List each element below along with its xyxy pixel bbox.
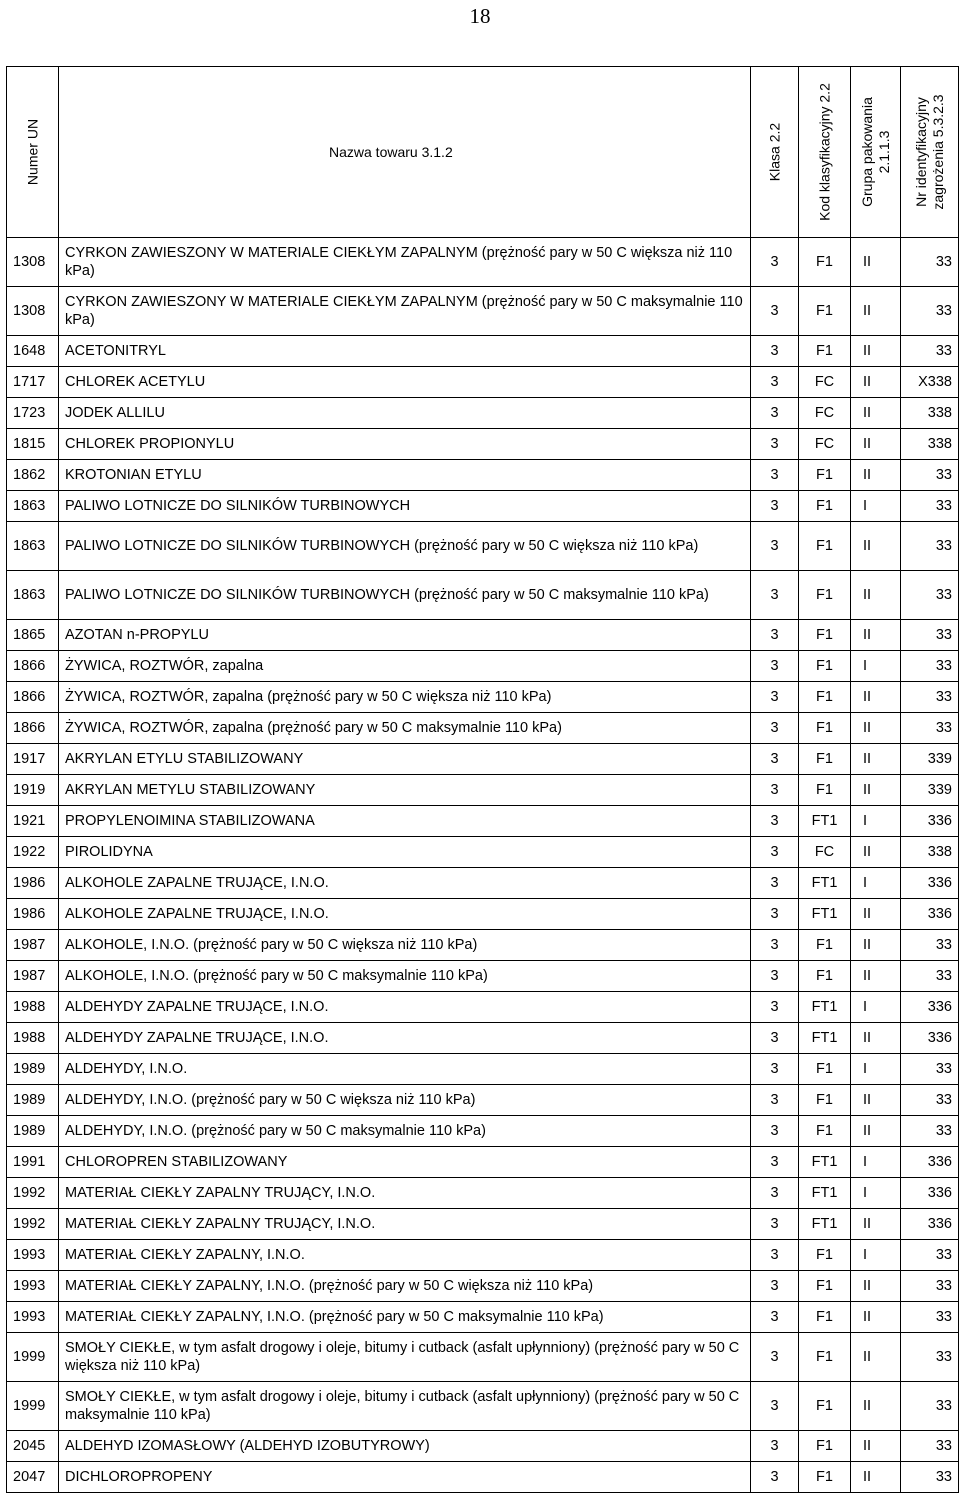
cell-un-number: 2045 [7, 1431, 59, 1462]
table-row [7, 868, 959, 899]
cell-code: F1 [799, 336, 851, 367]
cell-code: FC [799, 398, 851, 429]
cell-un-number: 1717 [7, 367, 59, 398]
cell-packing-group: II [851, 1116, 901, 1147]
cell-hazard-number: 336 [901, 1209, 959, 1240]
cell-un-number: 1992 [7, 1209, 59, 1240]
cell-code: F1 [799, 1302, 851, 1333]
cell-name: AKRYLAN METYLU STABILIZOWANY [59, 775, 751, 806]
cell-class: 3 [751, 1116, 799, 1147]
cell-packing-group: II [851, 1431, 901, 1462]
cell-class: 3 [751, 713, 799, 744]
cell-class: 3 [751, 1382, 799, 1431]
cell-code: FT1 [799, 992, 851, 1023]
cell-un-number: 1866 [7, 682, 59, 713]
cell-class: 3 [751, 1271, 799, 1302]
cell-code: F1 [799, 1333, 851, 1382]
cell-packing-group: I [851, 1147, 901, 1178]
table-row [7, 899, 959, 930]
cell-hazard-number: 33 [901, 522, 959, 571]
cell-packing-group: I [851, 491, 901, 522]
cell-hazard-number: 33 [901, 238, 959, 287]
cell-un-number: 1987 [7, 961, 59, 992]
cell-hazard-number: 33 [901, 1271, 959, 1302]
cell-code: F1 [799, 713, 851, 744]
cell-hazard-number: X338 [901, 367, 959, 398]
cell-packing-group: I [851, 651, 901, 682]
cell-un-number: 1986 [7, 868, 59, 899]
cell-un-number: 1308 [7, 238, 59, 287]
table-row [7, 429, 959, 460]
header-group [851, 67, 901, 238]
cell-name: ALDEHYDY ZAPALNE TRUJĄCE, I.N.O. [59, 992, 751, 1023]
cell-packing-group: II [851, 398, 901, 429]
cell-un-number: 1866 [7, 651, 59, 682]
header-hazard [901, 67, 959, 238]
cell-packing-group: II [851, 713, 901, 744]
cell-packing-group: II [851, 744, 901, 775]
cell-name: ŻYWICA, ROZTWÓR, zapalna [59, 651, 751, 682]
page-number: 18 [469, 4, 491, 28]
cell-packing-group: I [851, 992, 901, 1023]
cell-code: F1 [799, 620, 851, 651]
cell-code: F1 [799, 1431, 851, 1462]
table-row [7, 1271, 959, 1302]
cell-code: F1 [799, 1382, 851, 1431]
cell-name: ALDEHYDY ZAPALNE TRUJĄCE, I.N.O. [59, 1023, 751, 1054]
table-row [7, 1116, 959, 1147]
cell-code: F1 [799, 1462, 851, 1493]
cell-hazard-number: 33 [901, 961, 959, 992]
cell-class: 3 [751, 571, 799, 620]
cell-packing-group: I [851, 1240, 901, 1271]
cell-name: CYRKON ZAWIESZONY W MATERIALE CIEKŁYM ZAPALNYM (prężność pary w 50 C większa niż 110 kPa) [59, 238, 751, 287]
cell-code: F1 [799, 651, 851, 682]
cell-name: ŻYWICA, ROZTWÓR, zapalna (prężność pary w 50 C maksymalnie 110 kPa) [59, 713, 751, 744]
cell-packing-group: II [851, 1023, 901, 1054]
cell-un-number: 1308 [7, 287, 59, 336]
cell-hazard-number: 336 [901, 1023, 959, 1054]
cell-hazard-number: 33 [901, 1116, 959, 1147]
table-row [7, 1209, 959, 1240]
cell-name: PALIWO LOTNICZE DO SILNIKÓW TURBINOWYCH (prężność pary w 50 C większa niż 110 kPa) [59, 522, 751, 571]
cell-packing-group: II [851, 682, 901, 713]
cell-class: 3 [751, 775, 799, 806]
cell-class: 3 [751, 1431, 799, 1462]
cell-class: 3 [751, 1462, 799, 1493]
cell-packing-group: II [851, 460, 901, 491]
cell-code: FC [799, 837, 851, 868]
cell-code: F1 [799, 1116, 851, 1147]
cell-class: 3 [751, 1178, 799, 1209]
cell-class: 3 [751, 1054, 799, 1085]
cell-name: ŻYWICA, ROZTWÓR, zapalna (prężność pary w 50 C większa niż 110 kPa) [59, 682, 751, 713]
cell-un-number: 1991 [7, 1147, 59, 1178]
table-row [7, 992, 959, 1023]
cell-un-number: 1989 [7, 1085, 59, 1116]
cell-packing-group: II [851, 429, 901, 460]
cell-code: F1 [799, 775, 851, 806]
table-row [7, 620, 959, 651]
cell-hazard-number: 338 [901, 398, 959, 429]
cell-un-number: 1815 [7, 429, 59, 460]
cell-name: MATERIAŁ CIEKŁY ZAPALNY TRUJĄCY, I.N.O. [59, 1178, 751, 1209]
cell-un-number: 1865 [7, 620, 59, 651]
cell-class: 3 [751, 1333, 799, 1382]
cell-name: PIROLIDYNA [59, 837, 751, 868]
cell-packing-group: II [851, 1462, 901, 1493]
cell-code: F1 [799, 460, 851, 491]
table-body [7, 238, 959, 1493]
table-row [7, 398, 959, 429]
cell-un-number: 1989 [7, 1054, 59, 1085]
table-row [7, 522, 959, 571]
cell-code: F1 [799, 744, 851, 775]
cell-class: 3 [751, 522, 799, 571]
cell-class: 3 [751, 837, 799, 868]
cell-un-number: 1863 [7, 522, 59, 571]
cell-packing-group: II [851, 961, 901, 992]
cell-class: 3 [751, 1240, 799, 1271]
cell-code: F1 [799, 491, 851, 522]
table-row [7, 1147, 959, 1178]
cell-code: FC [799, 429, 851, 460]
cell-packing-group: II [851, 837, 901, 868]
cell-hazard-number: 33 [901, 651, 959, 682]
table-row [7, 336, 959, 367]
cell-class: 3 [751, 1147, 799, 1178]
cell-class: 3 [751, 744, 799, 775]
cell-packing-group: II [851, 930, 901, 961]
cell-name: PALIWO LOTNICZE DO SILNIKÓW TURBINOWYCH (prężność pary w 50 C maksymalnie 110 kPa) [59, 571, 751, 620]
cell-hazard-number: 33 [901, 1382, 959, 1431]
cell-hazard-number: 33 [901, 1054, 959, 1085]
cell-packing-group: II [851, 1382, 901, 1431]
table-row [7, 651, 959, 682]
cell-hazard-number: 33 [901, 491, 959, 522]
cell-packing-group: II [851, 287, 901, 336]
cell-name: CHLOREK ACETYLU [59, 367, 751, 398]
cell-hazard-number: 336 [901, 899, 959, 930]
cell-name: DICHLOROPROPENY [59, 1462, 751, 1493]
cell-class: 3 [751, 398, 799, 429]
cell-hazard-number: 33 [901, 336, 959, 367]
cell-name: AZOTAN n-PROPYLU [59, 620, 751, 651]
cell-hazard-number: 336 [901, 868, 959, 899]
cell-class: 3 [751, 651, 799, 682]
cell-hazard-number: 339 [901, 744, 959, 775]
cell-un-number: 1648 [7, 336, 59, 367]
table-row [7, 1431, 959, 1462]
cell-un-number: 2047 [7, 1462, 59, 1493]
cell-packing-group: II [851, 238, 901, 287]
cell-hazard-number: 33 [901, 620, 959, 651]
cell-name: CHLOROPREN STABILIZOWANY [59, 1147, 751, 1178]
table-row [7, 460, 959, 491]
cell-hazard-number: 33 [901, 1240, 959, 1271]
cell-code: FT1 [799, 1178, 851, 1209]
header-class-label: Klasa 2.2 [766, 122, 782, 182]
cell-hazard-number: 338 [901, 837, 959, 868]
cell-packing-group: I [851, 868, 901, 899]
cell-un-number: 1988 [7, 992, 59, 1023]
cell-name: MATERIAŁ CIEKŁY ZAPALNY TRUJĄCY, I.N.O. [59, 1209, 751, 1240]
cell-name: SMOŁY CIEKŁE, w tym asfalt drogowy i oleje, bitumy i cutback (asfalt upłynniony) (prężność pary w 50 C większa niż 110 kPa) [59, 1333, 751, 1382]
table-row [7, 1302, 959, 1333]
cell-un-number: 1999 [7, 1382, 59, 1431]
dangerous-goods-table [6, 66, 959, 1493]
cell-packing-group: II [851, 367, 901, 398]
table-row [7, 1333, 959, 1382]
cell-un-number: 1863 [7, 571, 59, 620]
cell-class: 3 [751, 238, 799, 287]
cell-class: 3 [751, 682, 799, 713]
cell-name: MATERIAŁ CIEKŁY ZAPALNY, I.N.O. (prężność pary w 50 C maksymalnie 110 kPa) [59, 1302, 751, 1333]
cell-class: 3 [751, 287, 799, 336]
header-hazard-line1: Nr identyfikacyjny [912, 97, 929, 207]
table-row [7, 1023, 959, 1054]
table-row [7, 1178, 959, 1209]
table-row [7, 682, 959, 713]
header-name-label: Nazwa towaru 3.1.2 [329, 144, 453, 160]
cell-code: FC [799, 367, 851, 398]
table-row [7, 1382, 959, 1431]
table-row [7, 806, 959, 837]
cell-name: PALIWO LOTNICZE DO SILNIKÓW TURBINOWYCH [59, 491, 751, 522]
cell-hazard-number: 33 [901, 1085, 959, 1116]
cell-packing-group: II [851, 1333, 901, 1382]
cell-class: 3 [751, 1302, 799, 1333]
cell-hazard-number: 33 [901, 930, 959, 961]
header-name [59, 67, 751, 238]
cell-code: FT1 [799, 868, 851, 899]
cell-packing-group: II [851, 571, 901, 620]
cell-hazard-number: 33 [901, 1462, 959, 1493]
cell-name: SMOŁY CIEKŁE, w tym asfalt drogowy i oleje, bitumy i cutback (asfalt upłynniony) (prężność pary w 50 C maksymalnie 110 kPa) [59, 1382, 751, 1431]
cell-code: F1 [799, 1054, 851, 1085]
cell-un-number: 1999 [7, 1333, 59, 1382]
cell-class: 3 [751, 930, 799, 961]
cell-packing-group: II [851, 620, 901, 651]
cell-class: 3 [751, 336, 799, 367]
cell-hazard-number: 33 [901, 287, 959, 336]
cell-class: 3 [751, 491, 799, 522]
table-row [7, 571, 959, 620]
cell-name: ALDEHYD IZOMASŁOWY (ALDEHYD IZOBUTYROWY) [59, 1431, 751, 1462]
cell-un-number: 1993 [7, 1271, 59, 1302]
cell-packing-group: I [851, 1054, 901, 1085]
cell-name: AKRYLAN ETYLU STABILIZOWANY [59, 744, 751, 775]
cell-un-number: 1723 [7, 398, 59, 429]
cell-code: FT1 [799, 806, 851, 837]
cell-packing-group: II [851, 336, 901, 367]
cell-code: F1 [799, 238, 851, 287]
table-row [7, 713, 959, 744]
header-un [7, 67, 59, 238]
cell-code: F1 [799, 961, 851, 992]
cell-hazard-number: 338 [901, 429, 959, 460]
cell-hazard-number: 33 [901, 682, 959, 713]
cell-name: ACETONITRYL [59, 336, 751, 367]
cell-packing-group: II [851, 775, 901, 806]
cell-un-number: 1987 [7, 930, 59, 961]
table-row [7, 367, 959, 398]
cell-un-number: 1986 [7, 899, 59, 930]
cell-code: F1 [799, 682, 851, 713]
cell-un-number: 1989 [7, 1116, 59, 1147]
table-row [7, 238, 959, 287]
cell-class: 3 [751, 899, 799, 930]
cell-hazard-number: 33 [901, 1333, 959, 1382]
table-row [7, 744, 959, 775]
header-hazard-line2: zagrożenia 5.3.2.3 [929, 94, 946, 210]
cell-class: 3 [751, 1023, 799, 1054]
cell-hazard-number: 33 [901, 460, 959, 491]
header-group-line1: Grupa pakowania [858, 97, 875, 207]
cell-un-number: 1988 [7, 1023, 59, 1054]
cell-code: FT1 [799, 899, 851, 930]
cell-packing-group: I [851, 1178, 901, 1209]
cell-hazard-number: 336 [901, 1178, 959, 1209]
cell-code: FT1 [799, 1209, 851, 1240]
cell-code: FT1 [799, 1023, 851, 1054]
cell-code: F1 [799, 1271, 851, 1302]
cell-code: F1 [799, 522, 851, 571]
cell-packing-group: I [851, 806, 901, 837]
cell-packing-group: II [851, 522, 901, 571]
header-un-label: Numer UN [24, 118, 40, 186]
cell-un-number: 1922 [7, 837, 59, 868]
cell-class: 3 [751, 806, 799, 837]
cell-un-number: 1862 [7, 460, 59, 491]
cell-packing-group: II [851, 1209, 901, 1240]
cell-name: ALKOHOLE, I.N.O. (prężność pary w 50 C maksymalnie 110 kPa) [59, 961, 751, 992]
cell-class: 3 [751, 620, 799, 651]
table-row [7, 930, 959, 961]
header-class [751, 67, 799, 238]
table-row [7, 837, 959, 868]
header-hazard-label [913, 94, 947, 209]
cell-code: F1 [799, 287, 851, 336]
header-group-label [859, 97, 893, 207]
cell-name: ALKOHOLE ZAPALNE TRUJĄCE, I.N.O. [59, 868, 751, 899]
header-code-label: Kod klasyfikacyjny 2.2 [816, 83, 832, 221]
header-group-line2: 2.1.1.3 [875, 130, 892, 174]
cell-name: CYRKON ZAWIESZONY W MATERIALE CIEKŁYM ZAPALNYM (prężność pary w 50 C maksymalnie 110 kPa) [59, 287, 751, 336]
cell-packing-group: II [851, 1271, 901, 1302]
table-row [7, 491, 959, 522]
cell-name: ALDEHYDY, I.N.O. [59, 1054, 751, 1085]
table-header [7, 67, 959, 238]
cell-class: 3 [751, 460, 799, 491]
cell-class: 3 [751, 1209, 799, 1240]
cell-hazard-number: 336 [901, 806, 959, 837]
cell-name: MATERIAŁ CIEKŁY ZAPALNY, I.N.O. (prężność pary w 50 C większa niż 110 kPa) [59, 1271, 751, 1302]
cell-class: 3 [751, 868, 799, 899]
cell-packing-group: II [851, 1302, 901, 1333]
table-row [7, 961, 959, 992]
table-row [7, 1085, 959, 1116]
cell-un-number: 1917 [7, 744, 59, 775]
cell-packing-group: II [851, 899, 901, 930]
header-code [799, 67, 851, 238]
table-row [7, 287, 959, 336]
table-row [7, 775, 959, 806]
cell-un-number: 1919 [7, 775, 59, 806]
cell-packing-group: II [851, 1085, 901, 1116]
cell-name: ALDEHYDY, I.N.O. (prężność pary w 50 C większa niż 110 kPa) [59, 1085, 751, 1116]
cell-name: PROPYLENOIMINA STABILIZOWANA [59, 806, 751, 837]
cell-class: 3 [751, 1085, 799, 1116]
cell-class: 3 [751, 992, 799, 1023]
cell-un-number: 1866 [7, 713, 59, 744]
cell-code: F1 [799, 1240, 851, 1271]
cell-hazard-number: 33 [901, 713, 959, 744]
cell-hazard-number: 339 [901, 775, 959, 806]
cell-hazard-number: 33 [901, 1431, 959, 1462]
cell-name: JODEK ALLILU [59, 398, 751, 429]
cell-un-number: 1993 [7, 1240, 59, 1271]
cell-class: 3 [751, 961, 799, 992]
table-row [7, 1240, 959, 1271]
cell-un-number: 1992 [7, 1178, 59, 1209]
cell-hazard-number: 336 [901, 1147, 959, 1178]
cell-name: MATERIAŁ CIEKŁY ZAPALNY, I.N.O. [59, 1240, 751, 1271]
table-row [7, 1462, 959, 1493]
cell-name: ALKOHOLE, I.N.O. (prężność pary w 50 C większa niż 110 kPa) [59, 930, 751, 961]
cell-name: CHLOREK PROPIONYLU [59, 429, 751, 460]
cell-code: F1 [799, 571, 851, 620]
cell-hazard-number: 33 [901, 571, 959, 620]
cell-name: ALKOHOLE ZAPALNE TRUJĄCE, I.N.O. [59, 899, 751, 930]
cell-code: F1 [799, 930, 851, 961]
cell-class: 3 [751, 367, 799, 398]
cell-code: F1 [799, 1085, 851, 1116]
cell-name: KROTONIAN ETYLU [59, 460, 751, 491]
cell-un-number: 1993 [7, 1302, 59, 1333]
cell-hazard-number: 336 [901, 992, 959, 1023]
cell-un-number: 1863 [7, 491, 59, 522]
cell-name: ALDEHYDY, I.N.O. (prężność pary w 50 C maksymalnie 110 kPa) [59, 1116, 751, 1147]
cell-class: 3 [751, 429, 799, 460]
cell-un-number: 1921 [7, 806, 59, 837]
cell-hazard-number: 33 [901, 1302, 959, 1333]
table-row [7, 1054, 959, 1085]
cell-code: FT1 [799, 1147, 851, 1178]
